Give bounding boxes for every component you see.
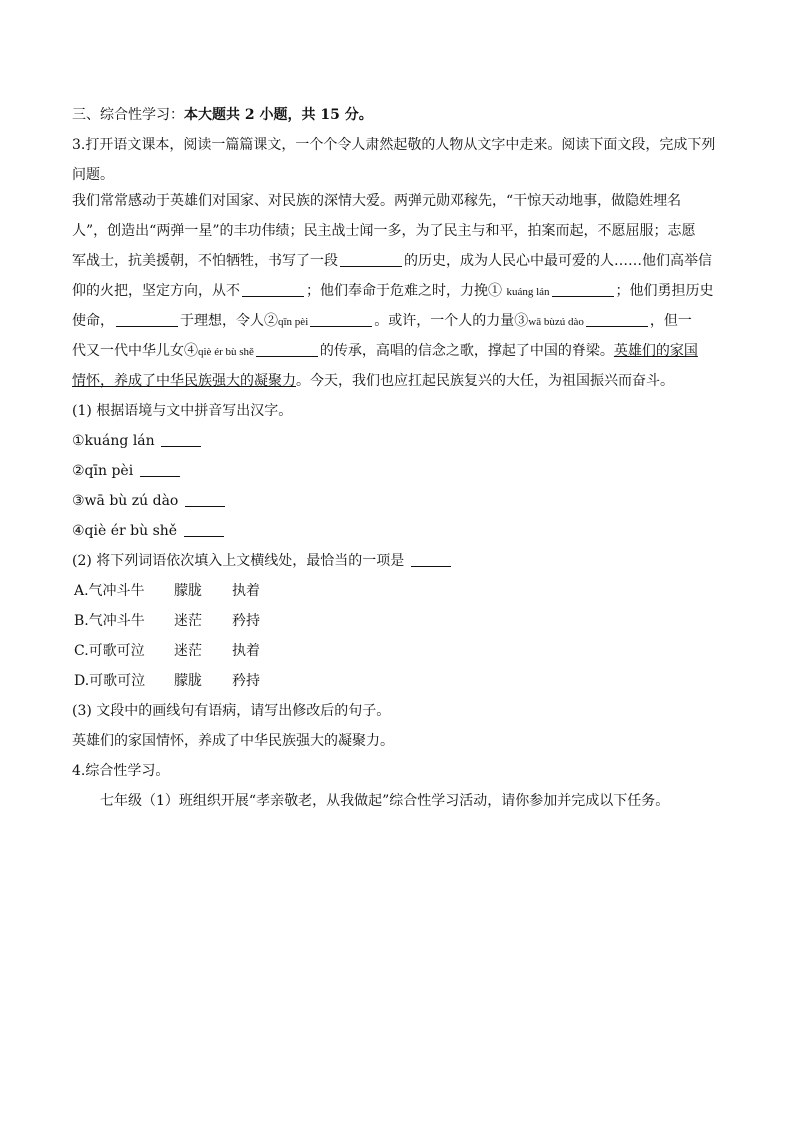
answer-blank[interactable] xyxy=(184,522,224,537)
option-a[interactable]: A.气冲斗牛 朦胧 执着 xyxy=(74,583,260,599)
option-b[interactable]: B.气冲斗牛 迷茫 矜持 xyxy=(74,613,260,629)
underlined-sentence: 英雄们的家国 xyxy=(613,343,698,359)
pinyin-text: kuáng lán xyxy=(506,286,550,298)
passage-line: 仰的火把，坚定方向，从不 ；他们奉命于危难之时，力挽① kuáng lán ；他们勇担历史 xyxy=(72,283,714,299)
pinyin-text: qiè ér bù shě xyxy=(198,346,254,358)
q3-passage xyxy=(72,186,722,396)
answer-blank[interactable] xyxy=(340,252,402,267)
sub3-sentence: 英雄们的家国情怀，养成了中华民族强大的凝聚力。 xyxy=(72,733,394,749)
q3-stem-line1: 3.打开语文课本，阅读一篇篇课文，一个个令人肃然起敬的人物从文字中走来。阅读下面文段，完成下列 xyxy=(72,137,716,153)
sub1-prompt: (1) 根据语境与文中拼音写出汉字。 xyxy=(72,403,293,419)
passage-line: 人”，创造出“两弹一星”的丰功伟绩；民主战士闻一多，为了民主与和平，拍案而起，不愿屈服；志愿 xyxy=(72,223,696,239)
passage-line: 使命， 于理想，令人②qīn pèi 。或许，一个人的力量③wā bùzú dào ，但一 xyxy=(72,313,692,329)
answer-blank[interactable] xyxy=(256,342,318,357)
option-c[interactable]: C.可歌可泣 迷茫 执着 xyxy=(74,643,260,659)
pinyin-text: wā bùzú dào xyxy=(528,316,584,328)
answer-blank[interactable] xyxy=(140,462,180,477)
pinyin-item: ④qiè ér bù shě xyxy=(72,516,722,546)
answer-blank[interactable] xyxy=(411,552,451,567)
passage-line: 军战士，抗美援朝，不怕牺牲，书写了一段 的历史，成为人民心中最可爱的人……他们高举信 xyxy=(72,253,712,269)
document-content xyxy=(72,104,722,816)
answer-blank[interactable] xyxy=(185,492,225,507)
pinyin-text: qīn pèi xyxy=(278,316,309,328)
option-d[interactable]: D.可歌可泣 朦胧 矜持 xyxy=(74,673,260,689)
q4-intro: 七年级（1）班组织开展“孝亲敬老，从我做起”综合性学习活动，请你参加并完成以下任务。 xyxy=(100,793,670,809)
pinyin-item: ①kuáng lán xyxy=(72,426,722,456)
passage-line: 代又一代中华儿女④qiè ér bù shě 的传承，高唱的信念之歌，撑起了中国的脊梁。英雄们的家国 xyxy=(72,343,698,359)
answer-blank[interactable] xyxy=(242,282,304,297)
answer-blank[interactable] xyxy=(586,312,648,327)
section-heading: 三、综合性学习：本大题共 2 小题，共 15 分。 xyxy=(72,107,373,123)
answer-blank[interactable] xyxy=(310,312,372,327)
sub2-prompt: (2) 将下列词语依次填入上文横线处，最恰当的一项是 xyxy=(72,546,722,576)
q3-stem-line2: 问题。 xyxy=(72,167,114,183)
sub3-prompt: (3) 文段中的画线句有语病，请写出修改后的句子。 xyxy=(72,703,391,719)
pinyin-item: ③wā bù zú dào xyxy=(72,486,722,516)
answer-blank[interactable] xyxy=(116,312,178,327)
underlined-sentence: 情怀，养成了中华民族强大的凝聚力 xyxy=(72,373,296,389)
passage-line: 情怀，养成了中华民族强大的凝聚力。今天，我们也应扛起民族复兴的大任，为祖国振兴而奋斗。 xyxy=(72,373,674,389)
answer-blank[interactable] xyxy=(161,432,201,447)
passage-line: 我们常常感动于英雄们对国家、对民族的深情大爱。两弹元勋邓稼先，“干惊天动地事，做隐姓埋名 xyxy=(72,193,682,209)
q4-title: 4.综合性学习。 xyxy=(72,763,170,779)
pinyin-item: ②qīn pèi xyxy=(72,456,722,486)
answer-blank[interactable] xyxy=(552,282,614,297)
